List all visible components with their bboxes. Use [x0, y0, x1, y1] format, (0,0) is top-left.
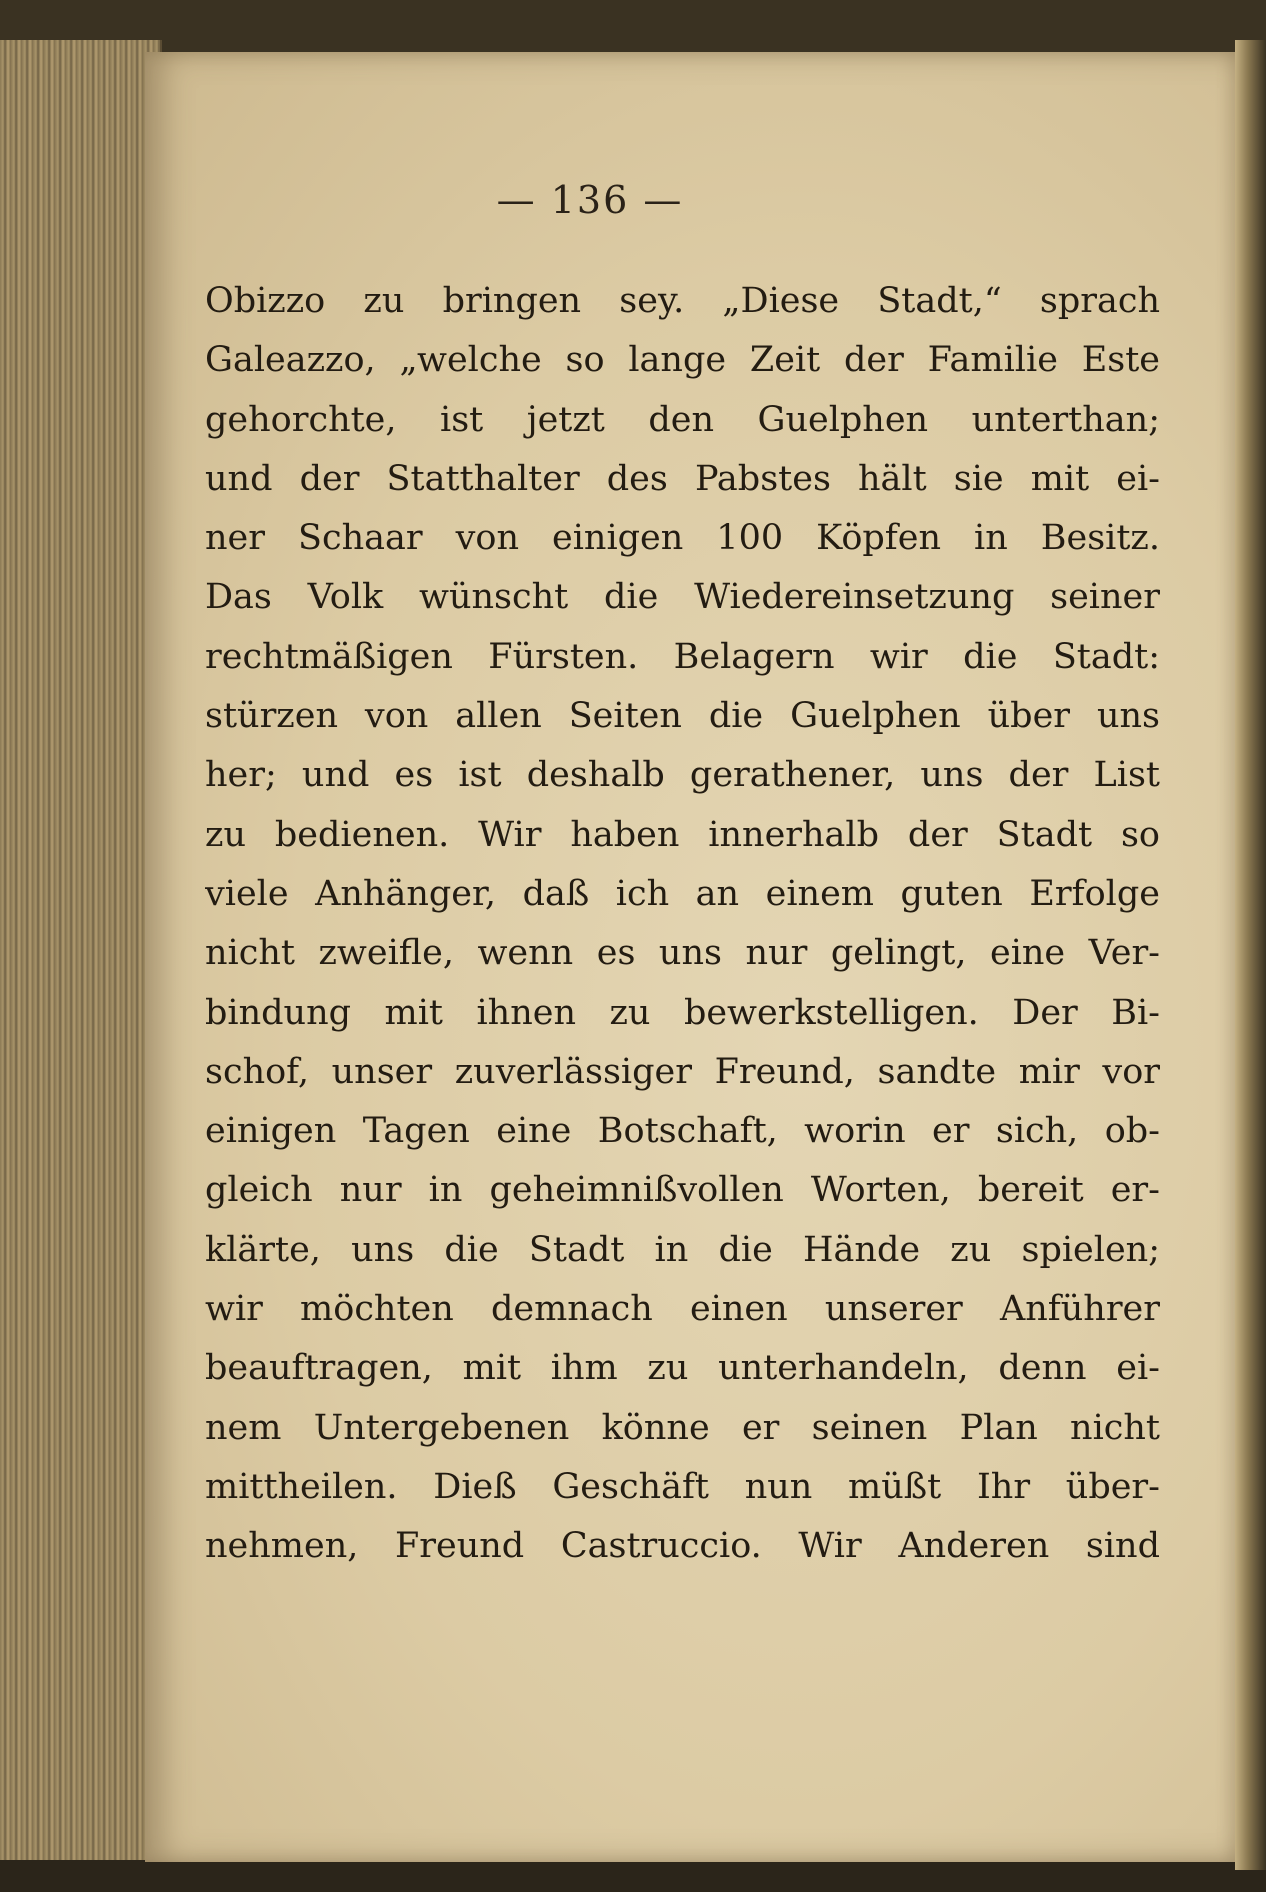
text-line: zu bedienen. Wir haben innerhalb der Stadt so [205, 814, 1160, 855]
text-line: mittheilen. Dieß Geschäft nun müßt Ihr über- [205, 1466, 1160, 1507]
text-line: Das Volk wünscht die Wiedereinsetzung seiner [205, 577, 1160, 618]
text-line: ner Schaar von einigen 100 Köpfen in Besitz. [205, 518, 1160, 559]
text-line: rechtmäßigen Fürsten. Belagern wir die Stadt: [205, 636, 1160, 677]
text-line: wir möchten demnach einen unserer Anführer [205, 1289, 1160, 1330]
text-line: nicht zweifle, wenn es uns nur gelingt, eine Ver- [205, 933, 1160, 974]
page-edges [0, 40, 162, 1860]
book-gutter [1235, 40, 1266, 1870]
text-line: stürzen von allen Seiten die Guelphen über uns [205, 696, 1160, 737]
text-line: bindung mit ihnen zu bewerkstelligen. Der Bi- [205, 992, 1160, 1033]
text-line: her; und es ist deshalb gerathener, uns der List [205, 755, 1160, 796]
body-text [205, 272, 1160, 1577]
text-line: einigen Tagen eine Botschaft, worin er sich, ob- [205, 1111, 1160, 1152]
text-line: beauftragen, mit ihm zu unterhandeln, denn ei- [205, 1348, 1160, 1389]
text-line: Galeazzo, „welche so lange Zeit der Familie Este [205, 340, 1160, 381]
text-line: nehmen, Freund Castruccio. Wir Anderen sind [205, 1526, 1160, 1567]
page-number: — 136 — [496, 178, 684, 222]
text-line: gleich nur in geheimnißvollen Worten, bereit er- [205, 1170, 1160, 1211]
text-line: und der Statthalter des Pabstes hält sie mit ei- [205, 458, 1160, 499]
text-line: viele Anhänger, daß ich an einem guten Erfolge [205, 873, 1160, 914]
text-line: klärte, uns die Stadt in die Hände zu spielen; [205, 1229, 1160, 1270]
text-line: Obizzo zu bringen sey. „Diese Stadt,“ sprach [205, 281, 1160, 321]
text-line: gehorchte, ist jetzt den Guelphen unterthan; [205, 399, 1160, 440]
text-line: nem Untergebenen könne er seinen Plan nicht [205, 1407, 1160, 1448]
text-line: schof, unser zuverlässiger Freund, sandte mir vor [205, 1051, 1160, 1092]
